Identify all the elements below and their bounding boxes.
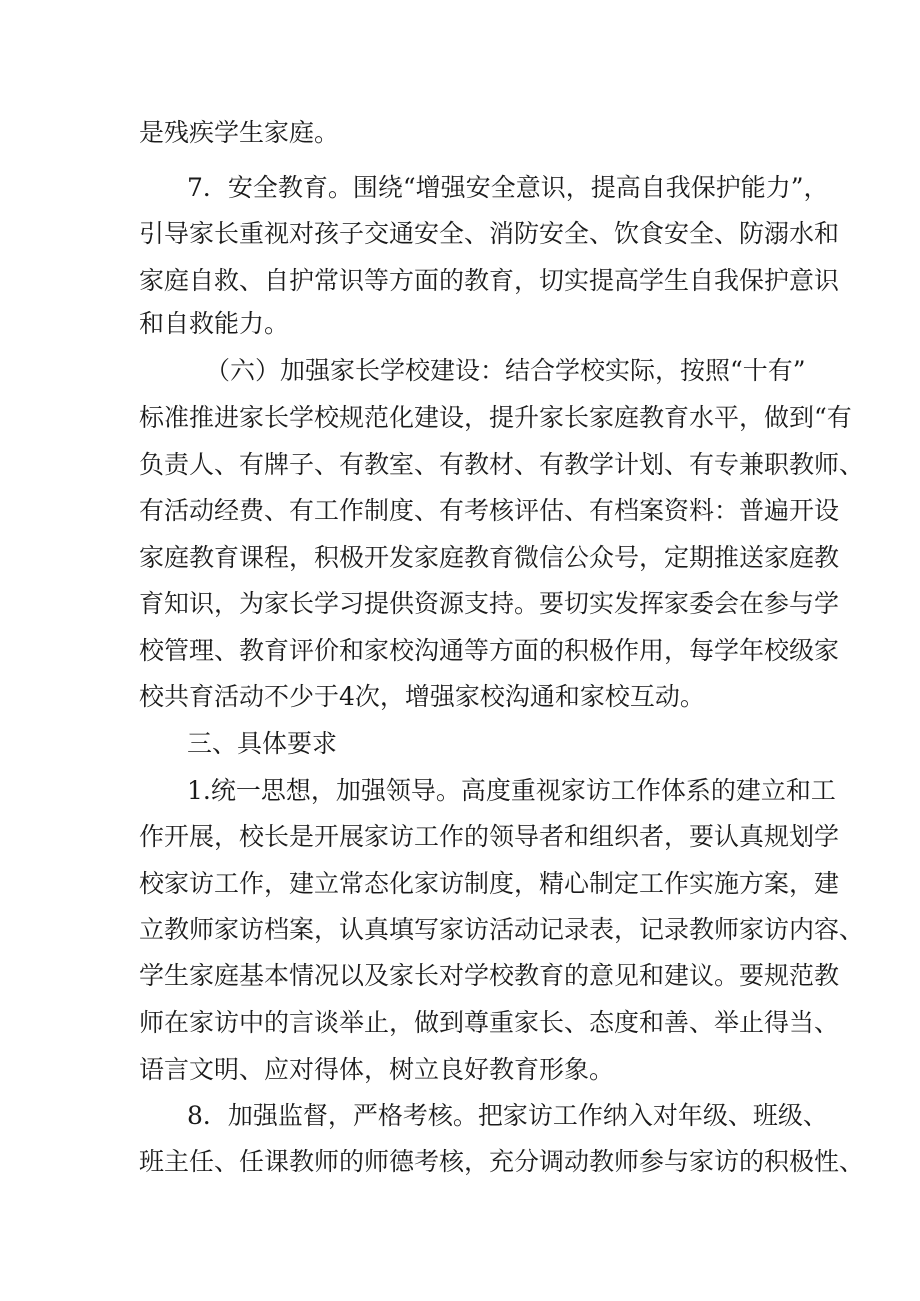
text-line: 语言文明、应对得体，树立良好教育形象。 <box>139 1055 615 1084</box>
text-line: 育知识，为家长学习提供资源支持。要切实发挥家委会在参与学 <box>139 589 840 618</box>
section-heading: 三、具体要求 <box>187 729 338 758</box>
text-line: 7．安全教育。围绕“增强安全意识，提高自我保护能力”， <box>187 173 829 202</box>
text-line: 校家访工作，建立常态化家访制度，精心制定工作实施方案，建 <box>139 869 840 898</box>
text-line: 8．加强监督，严格考核。把家访工作纳入对年级、班级、 <box>187 1101 828 1130</box>
text-line: 作开展，校长是开展家访工作的领导者和组织者，要认真规划学 <box>139 822 840 851</box>
text-line: 标准推进家长学校规范化建设，提升家长家庭教育水平，做到“有 <box>139 403 852 432</box>
text-line: 立教师家访档案，认真填写家访活动记录表，记录教师家访内容、 <box>139 915 865 944</box>
text-line: 校管理、教育评价和家校沟通等方面的积极作用，每学年校级家 <box>139 636 840 665</box>
text-line: （六）加强家长学校建设：结合学校实际，按照“十有” <box>205 356 806 385</box>
text-line: 和自救能力。 <box>139 309 290 338</box>
text-line: 班主任、任课教师的师德考核，充分调动教师参与家访的积极性、 <box>139 1147 865 1176</box>
text-line: 学生家庭基本情况以及家长对学校教育的意见和建议。要规范教 <box>139 961 840 990</box>
text-line: 是残疾学生家庭。 <box>139 118 340 147</box>
text-line: 有活动经费、有工作制度、有考核评估、有档案资料：普遍开设 <box>139 496 840 525</box>
text-line: 师在家访中的言谈举止，做到尊重家长、态度和善、举止得当、 <box>139 1008 840 1037</box>
text-line: 家庭自救、自护常识等方面的教育，切实提高学生自我保护意识 <box>139 266 840 295</box>
text-line: 1.统一思想，加强领导。高度重视家访工作体系的建立和工 <box>187 776 836 805</box>
text-line: 引导家长重视对孩子交通安全、消防安全、饮食安全、防溺水和 <box>139 219 840 248</box>
text-line: 家庭教育课程，积极开发家庭教育微信公众号，定期推送家庭教 <box>139 543 840 572</box>
text-line: 校共育活动不少于4次，增强家校沟通和家校互动。 <box>139 682 705 711</box>
text-line: 负责人、有牌子、有教室、有教材、有教学计划、有专兼职教师、 <box>139 450 865 479</box>
